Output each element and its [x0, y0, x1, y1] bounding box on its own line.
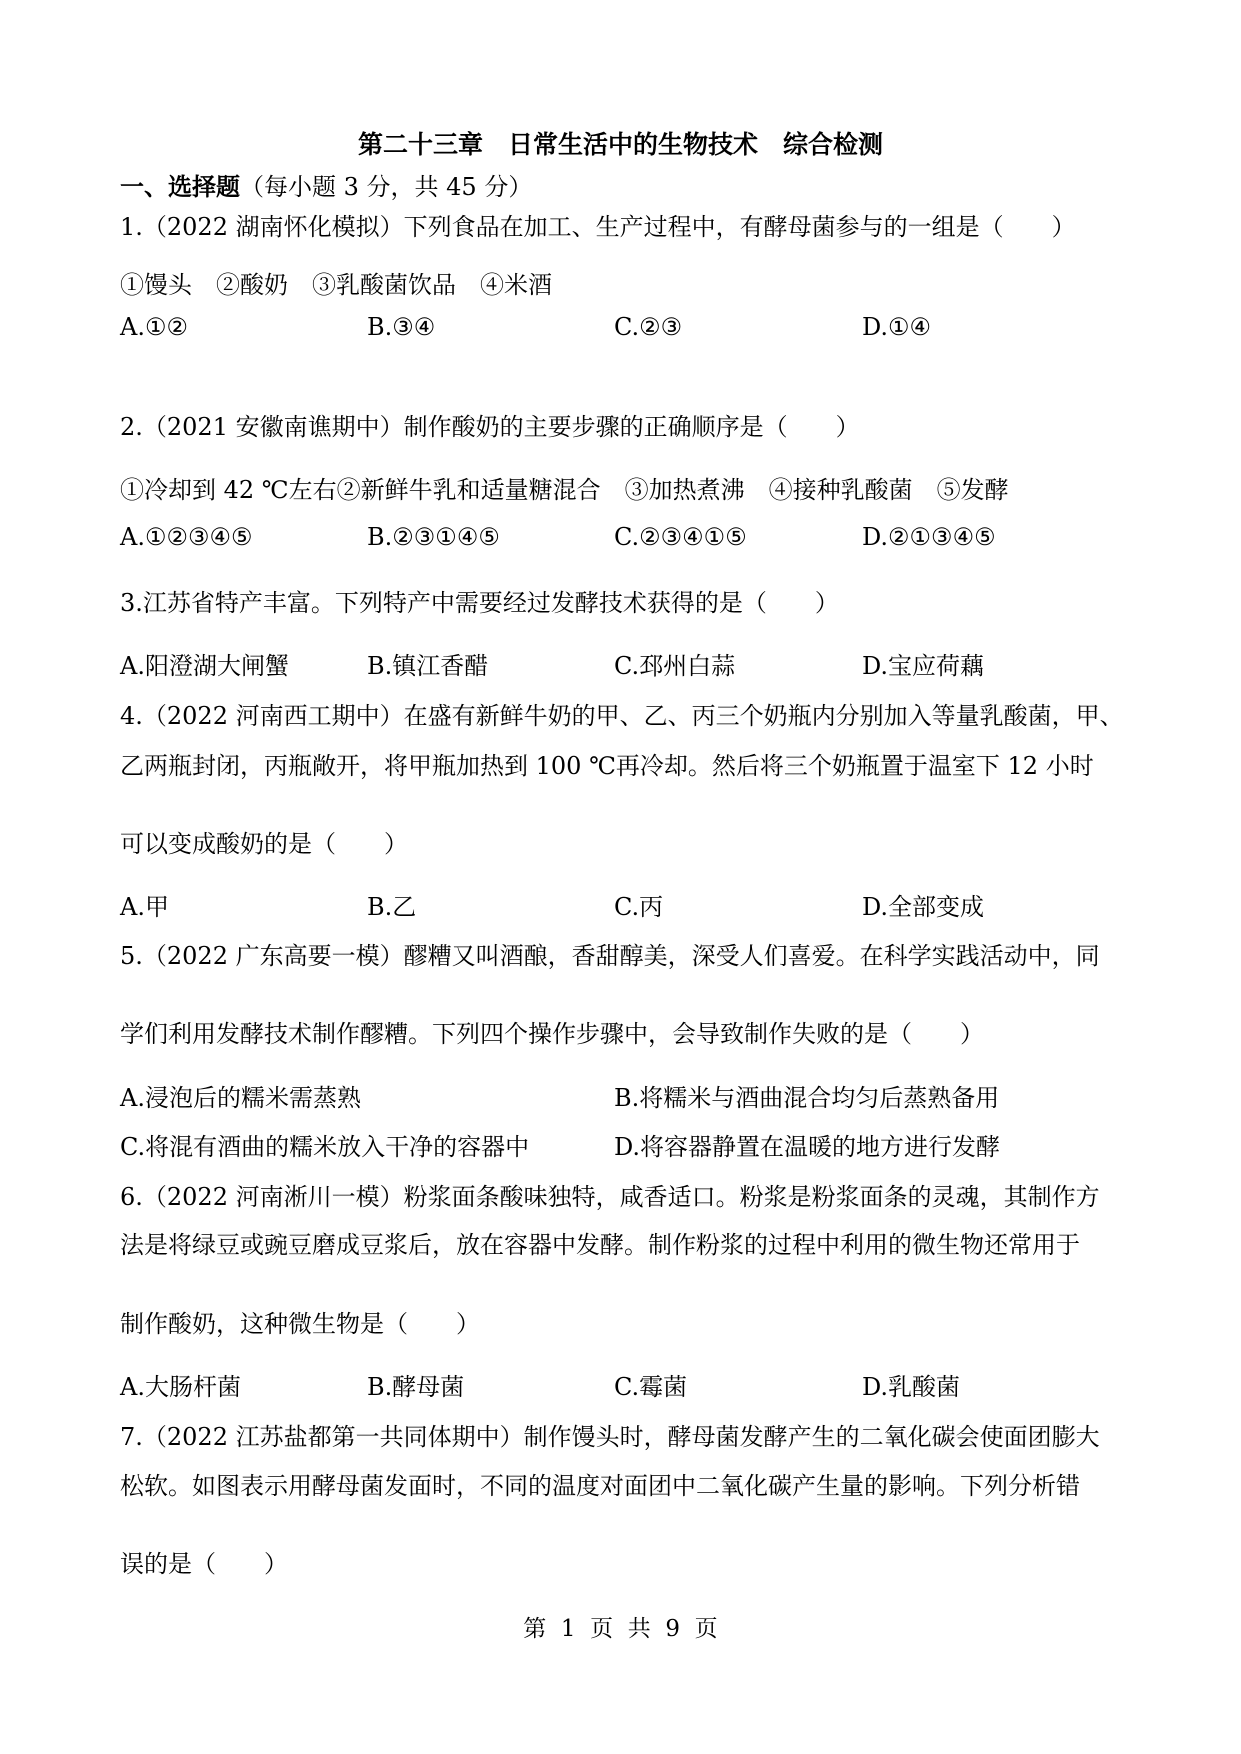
question-7-line-2: 松软。如图表示用酵母菌发面时，不同的温度对面团中二氧化碳产生量的影响。下列分析错 — [120, 1472, 1080, 1500]
question-2-option-c: C.②③④①⑤ — [614, 523, 747, 551]
question-6-line-2: 法是将绿豆或豌豆磨成豆浆后，放在容器中发酵。制作粉浆的过程中利用的微生物还常用于 — [120, 1231, 1080, 1259]
document-title: 第二十三章 日常生活中的生物技术 综合检测 — [357, 130, 883, 159]
question-5-option-a: A.浸泡后的糯米需蒸熟 — [120, 1084, 361, 1112]
question-7-line-1: 7.（2022 江苏盐都第一共同体期中）制作馒头时，酵母菌发酵产生的二氧化碳会使面团膨大 — [120, 1423, 1100, 1451]
question-3-option-c: C.邳州白蒜 — [614, 652, 736, 680]
section-heading — [120, 172, 532, 202]
question-6-line-1: 6.（2022 河南淅川一模）粉浆面条酸味独特，咸香适口。粉浆是粉浆面条的灵魂，其制作方 — [120, 1183, 1100, 1211]
question-2-items: ①冷却到 42 ℃左右②新鲜牛乳和适量糖混合 ③加热煮沸 ④接种乳酸菌 ⑤发酵 — [120, 476, 1009, 504]
question-4-line-3: 可以变成酸奶的是（ ） — [120, 830, 408, 858]
question-2-option-d: D.②①③④⑤ — [862, 523, 996, 551]
question-1-option-d: D.①④ — [862, 313, 932, 341]
page-footer: 第 1 页 共 9 页 — [523, 1616, 718, 1642]
question-1-option-b: B.③④ — [367, 313, 436, 341]
question-4-line-1: 4.（2022 河南西工期中）在盛有新鲜牛奶的甲、乙、丙三个奶瓶内分别加入等量乳酸菌，甲、 — [120, 702, 1124, 730]
question-6-option-c: C.霉菌 — [614, 1373, 688, 1401]
question-1-stem: 1.（2022 湖南怀化模拟）下列食品在加工、生产过程中，有酵母菌参与的一组是（ ） — [120, 213, 1076, 241]
question-2-stem: 2.（2021 安徽南谯期中）制作酸奶的主要步骤的正确顺序是（ ） — [120, 413, 860, 441]
question-4-option-a: A.甲 — [120, 893, 169, 921]
question-6-option-d: D.乳酸菌 — [862, 1373, 961, 1401]
question-3-option-d: D.宝应荷藕 — [862, 652, 985, 680]
question-4-option-b: B.乙 — [367, 893, 417, 921]
question-7-line-3: 误的是（ ） — [120, 1550, 288, 1578]
question-3-stem: 3.江苏省特产丰富。下列特产中需要经过发酵技术获得的是（ ） — [120, 589, 839, 617]
question-2-option-a: A.①②③④⑤ — [120, 523, 253, 551]
question-3-option-a: A.阳澄湖大闸蟹 — [120, 652, 289, 680]
question-3-option-b: B.镇江香醋 — [367, 652, 489, 680]
question-6-option-b: B.酵母菌 — [367, 1373, 465, 1401]
question-5-option-b: B.将糯米与酒曲混合均匀后蒸熟备用 — [614, 1084, 1000, 1112]
section-note: （每小题 3 分，共 45 分） — [240, 173, 533, 201]
question-1-option-a: A.①② — [120, 313, 188, 341]
question-2-option-b: B.②③①④⑤ — [367, 523, 500, 551]
question-1-items: ①馒头 ②酸奶 ③乳酸菌饮品 ④米酒 — [120, 271, 552, 299]
section-title: 一、选择题 — [120, 172, 240, 201]
question-5-line-2: 学们利用发酵技术制作醪糟。下列四个操作步骤中，会导致制作失败的是（ ） — [120, 1020, 984, 1048]
question-5-line-1: 5.（2022 广东高要一模）醪糟又叫酒酿，香甜醇美，深受人们喜爱。在科学实践活动中，同 — [120, 942, 1100, 970]
question-4-line-2: 乙两瓶封闭，丙瓶敞开，将甲瓶加热到 100 ℃再冷却。然后将三个奶瓶置于温室下 12 小时 — [120, 752, 1094, 780]
question-5-option-c: C.将混有酒曲的糯米放入干净的容器中 — [120, 1133, 530, 1161]
question-6-option-a: A.大肠杆菌 — [120, 1373, 241, 1401]
question-4-option-c: C.丙 — [614, 893, 664, 921]
question-4-option-d: D.全部变成 — [862, 893, 985, 921]
question-6-line-3: 制作酸奶，这种微生物是（ ） — [120, 1310, 480, 1338]
question-5-option-d: D.将容器静置在温暖的地方进行发酵 — [614, 1133, 1001, 1161]
question-1-option-c: C.②③ — [614, 313, 683, 341]
